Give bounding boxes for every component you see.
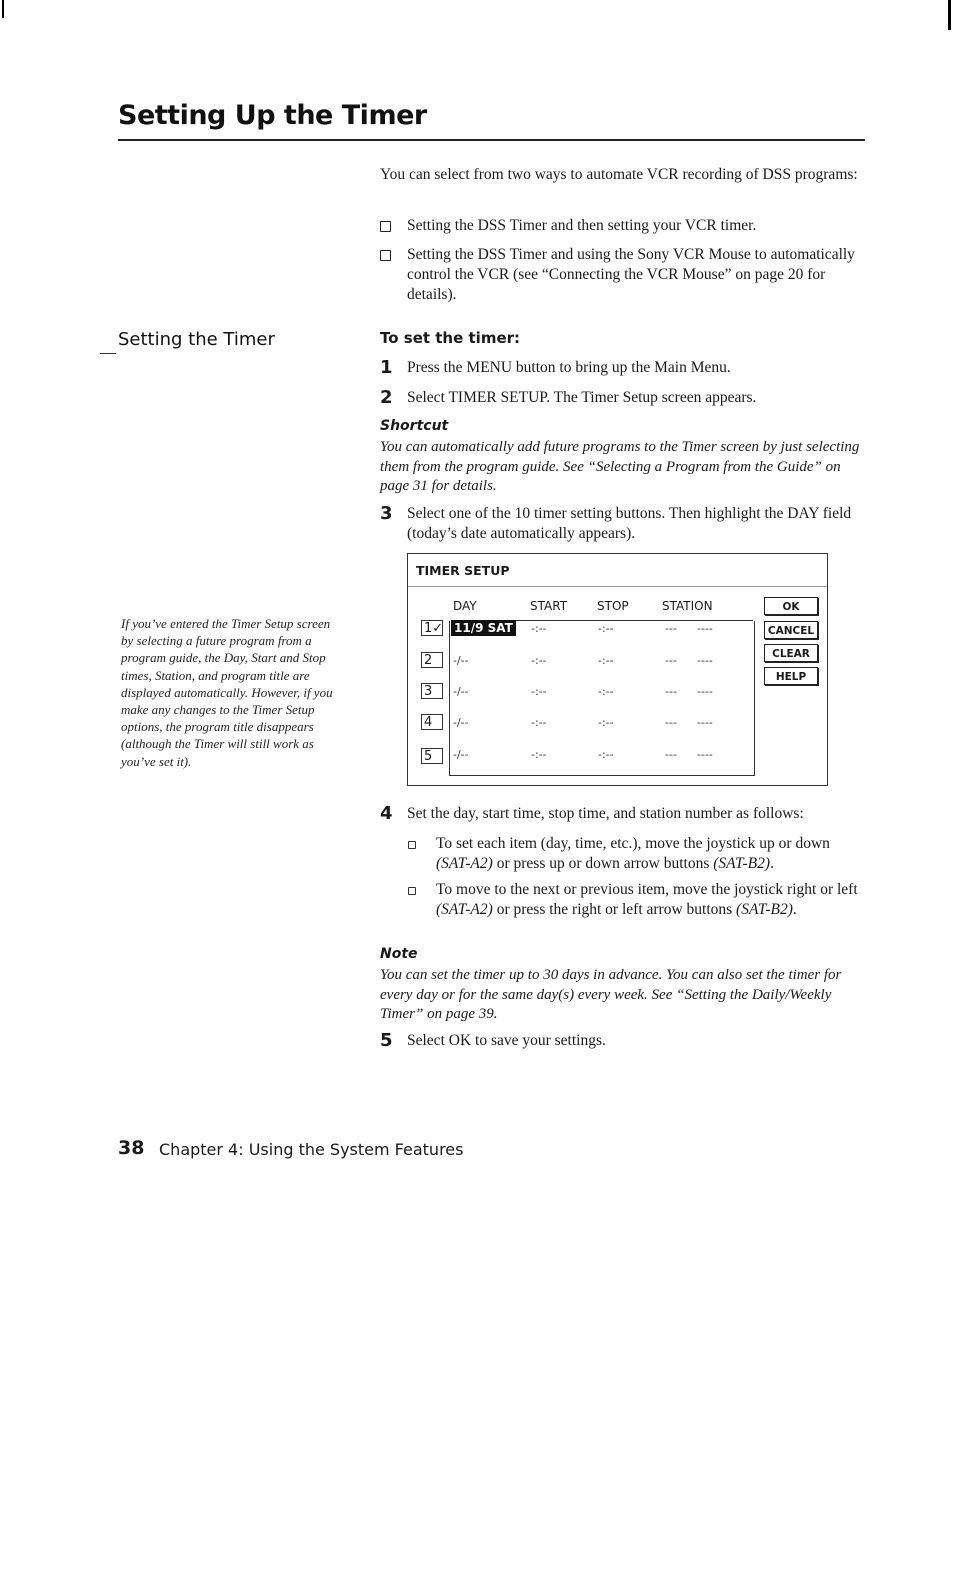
chapter-title: Chapter 4: Using the System Features (159, 1140, 464, 1159)
step-number: 5 (380, 1030, 393, 1051)
step4-bullet (408, 880, 863, 920)
scan-edge-mark (2, 0, 4, 18)
timer-number-button[interactable]: 5 (421, 748, 443, 764)
checkbox-bullet-icon (408, 841, 416, 849)
start-field[interactable]: -:-- (531, 622, 547, 635)
ok-button[interactable]: OK (764, 597, 818, 615)
intro-bullet-text: Setting the DSS Timer and using the Sony VCR Mouse to automatically control the VCR (see “Connecting the VCR Mouse” on page 20 for details). (407, 246, 855, 303)
timer-list-top-rule (476, 620, 753, 621)
step-text: Select TIMER SETUP. The Timer Setup screen appears. (407, 389, 757, 406)
day-field-highlighted[interactable]: 11/9 SAT (451, 620, 516, 636)
step-item (380, 1031, 860, 1051)
column-header-stop: STOP (597, 599, 629, 613)
station-field[interactable]: --- (665, 748, 677, 761)
timer-number-button[interactable]: 3 (421, 683, 443, 699)
help-button[interactable]: HELP (764, 667, 818, 685)
clear-button[interactable]: CLEAR (764, 644, 818, 662)
step-number: 3 (380, 503, 393, 524)
start-field[interactable]: -:-- (531, 716, 547, 729)
page-title: Setting Up the Timer (118, 100, 427, 131)
step-number: 2 (380, 387, 393, 408)
day-field[interactable]: -/-- (453, 748, 469, 761)
screen-title-rule (408, 586, 827, 587)
step-item (380, 804, 860, 824)
timer-number-button[interactable]: 2 (421, 652, 443, 668)
station-subfield[interactable]: ---- (697, 685, 713, 698)
procedure-heading: To set the timer: (380, 329, 521, 347)
day-field[interactable]: -/-- (453, 716, 469, 729)
station-field[interactable]: --- (665, 654, 677, 667)
step-text: Set the day, start time, stop time, and station number as follows: (407, 805, 804, 822)
column-header-start: START (530, 599, 568, 613)
step-item (380, 358, 860, 378)
margin-note: If you’ve entered the Timer Setup screen by selecting a future program from a program guide, the Day, Start and Stop times, Station, and program title are displayed automatically. However, if you make any changes to the Timer Setup options, the program title disappears (although the Timer will still work as you’ve set it). (121, 616, 333, 769)
title-rule (118, 139, 865, 141)
checkbox-bullet-icon (408, 887, 416, 895)
station-field[interactable]: --- (665, 716, 677, 729)
station-subfield[interactable]: ---- (697, 654, 713, 667)
step-text: Press the MENU button to bring up the Main Menu. (407, 359, 731, 376)
shortcut-text: You can automatically add future programs to the Timer screen by just selecting them from the program guide. See “Selecting a Program from the Guide” on page 31 for details. (380, 439, 860, 494)
station-field[interactable]: --- (665, 622, 677, 635)
stop-field[interactable]: -:-- (598, 622, 614, 635)
step-text: Select OK to save your settings. (407, 1032, 606, 1049)
checkbox-bullet-icon (380, 221, 391, 232)
page-number: 38 (118, 1137, 145, 1159)
station-field[interactable]: --- (665, 685, 677, 698)
column-header-day: DAY (453, 599, 477, 613)
scan-edge-mark (948, 0, 951, 30)
start-field[interactable]: -:-- (531, 654, 547, 667)
step4-bullet-text: To move to the next or previous item, move the joystick right or left (SAT-A2) or press the right or left arrow buttons (SAT-B2). (436, 881, 858, 918)
station-subfield[interactable]: ---- (697, 748, 713, 761)
timer-number-button[interactable]: 1✓ (421, 620, 443, 636)
stop-field[interactable]: -:-- (598, 654, 614, 667)
shortcut-label: Shortcut (380, 418, 449, 434)
start-field[interactable]: -:-- (531, 748, 547, 761)
step4-bullet-text: To set each item (day, time, etc.), move the joystick up or down (SAT-A2) or press up or down arrow buttons (SAT-B2). (436, 835, 830, 872)
intro-bullet (380, 245, 860, 305)
step-number: 1 (380, 357, 393, 378)
note-text: You can set the timer up to 30 days in advance. You can also set the timer for every day or for the same day(s) every week. See “Setting the Daily/Weekly Timer” on page 39. (380, 967, 842, 1022)
step-text: Select one of the 10 timer setting buttons. Then highlight the DAY field (today’s date automatically appears). (407, 505, 852, 542)
intro-bullet (380, 216, 860, 236)
stop-field[interactable]: -:-- (598, 716, 614, 729)
station-subfield[interactable]: ---- (697, 622, 713, 635)
cancel-button[interactable]: CANCEL (764, 621, 818, 639)
step-item (380, 504, 860, 544)
step-number: 4 (380, 803, 393, 824)
intro-paragraph: You can select from two ways to automate VCR recording of DSS programs: (380, 166, 858, 183)
stop-field[interactable]: -:-- (598, 748, 614, 761)
intro-bullet-text: Setting the DSS Timer and then setting your VCR timer. (407, 217, 757, 234)
screen-title: TIMER SETUP (416, 563, 510, 578)
section-heading-tick (100, 353, 116, 354)
start-field[interactable]: -:-- (531, 685, 547, 698)
timer-number-button[interactable]: 4 (421, 714, 443, 730)
timer-setup-screen (407, 553, 828, 786)
checkbox-bullet-icon (380, 250, 391, 261)
day-field[interactable]: -/-- (453, 654, 469, 667)
station-subfield[interactable]: ---- (697, 716, 713, 729)
step-item (380, 388, 860, 408)
section-heading: Setting the Timer (118, 329, 275, 350)
column-header-station: STATION (662, 599, 713, 613)
note-label: Note (380, 946, 418, 962)
step4-bullet (408, 834, 863, 874)
stop-field[interactable]: -:-- (598, 685, 614, 698)
day-field[interactable]: -/-- (453, 685, 469, 698)
